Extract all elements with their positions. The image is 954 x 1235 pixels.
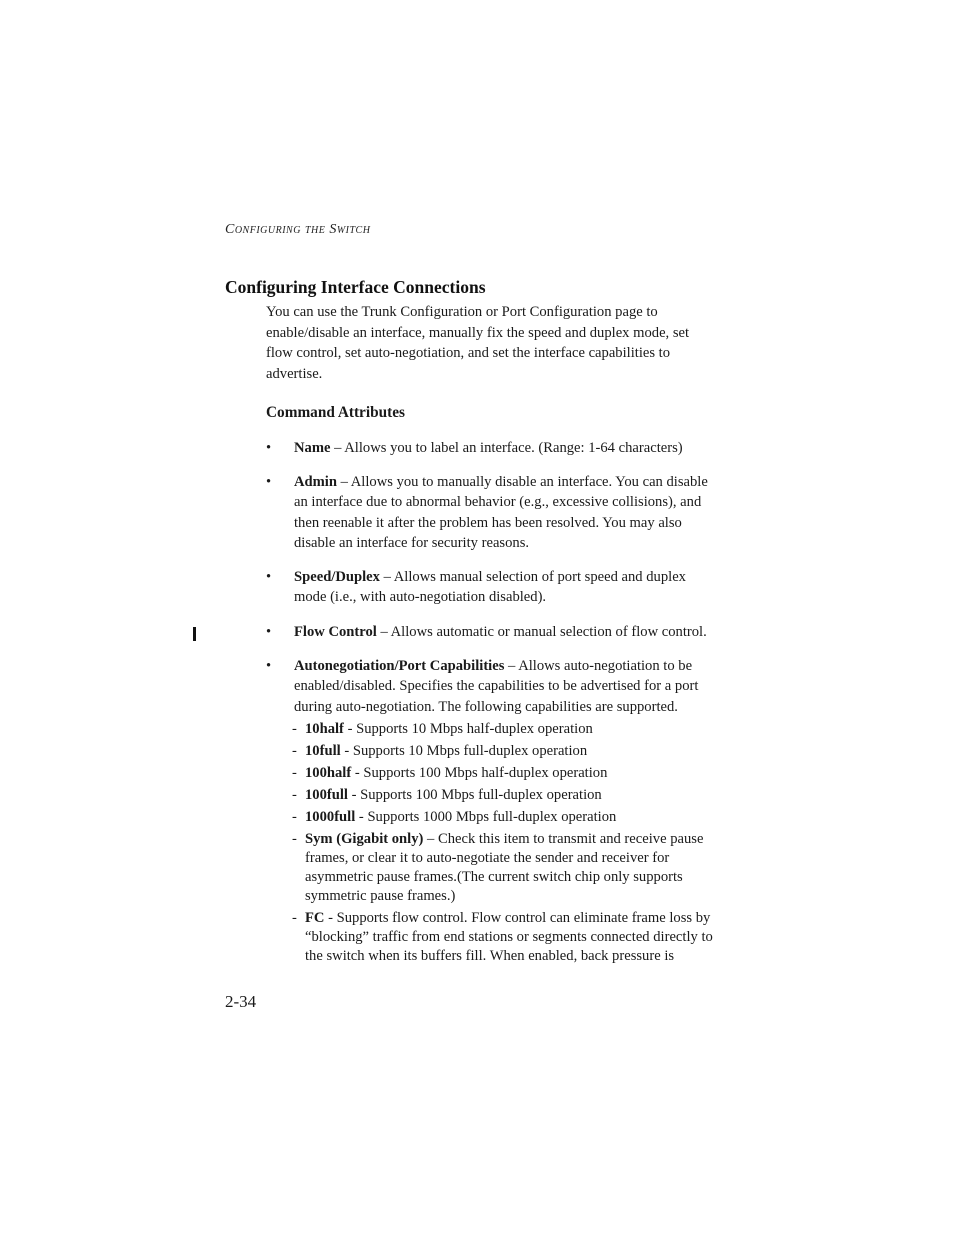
- capability-desc: - Supports 1000 Mbps full-duplex operation: [355, 809, 617, 825]
- capability-desc: - Supports flow control. Flow control can eliminate frame loss by “blocking” traffic from end stations or segments connected directly to the switch when its buffers fill. When enabled, back pressure is: [305, 910, 713, 964]
- capability-100full: [290, 786, 720, 805]
- bullet-marker: •: [266, 569, 272, 585]
- intro-paragraph: You can use the Trunk Configuration or Port Configuration page to enable/disable an interface, manually fix the speed and duplex mode, set flow control, set auto-negotiation, and set the interface capabilities to advertise.: [266, 304, 690, 382]
- capability-term: FC: [305, 910, 325, 926]
- bullet-marker: •: [266, 624, 272, 640]
- bullet-text: [294, 567, 721, 608]
- command-attributes-heading: Command Attributes: [266, 404, 405, 421]
- bullet-text: [294, 472, 721, 553]
- bullet-marker: •: [266, 658, 272, 674]
- attribute-name: [266, 438, 721, 458]
- change-bar: [193, 627, 196, 641]
- capabilities-list: [290, 720, 720, 966]
- attribute-term: Speed/Duplex: [294, 569, 380, 585]
- bullet-text: [294, 656, 721, 717]
- capability-term: 10full: [305, 743, 341, 759]
- bullet-text: [294, 622, 721, 642]
- capability-desc: - Supports 10 Mbps half-duplex operation: [343, 721, 593, 737]
- capability-term: 100half: [305, 765, 352, 781]
- capability-term: 1000full: [305, 809, 356, 825]
- attribute-term: Admin: [294, 474, 337, 490]
- attribute-desc: – Allows you to label an interface. (Range: 1-64 characters): [330, 440, 683, 456]
- dash-marker: -: [292, 787, 297, 803]
- capability-10half: [290, 720, 720, 739]
- attribute-speed-duplex: [266, 567, 721, 608]
- capability-1000full: [290, 808, 720, 827]
- dash-marker: -: [292, 831, 297, 847]
- capability-10full: [290, 742, 720, 761]
- attribute-term: Flow Control: [294, 624, 377, 640]
- dash-marker: -: [292, 809, 297, 825]
- bullet-marker: •: [266, 474, 272, 490]
- dash-marker: -: [292, 765, 297, 781]
- attribute-term: Name: [294, 440, 331, 456]
- bullet-text: [294, 438, 721, 458]
- dash-marker: -: [292, 721, 297, 737]
- page-number: 2-34: [225, 992, 257, 1011]
- capability-desc: - Supports 100 Mbps half-duplex operation: [351, 765, 608, 781]
- section-title: Configuring Interface Connections: [225, 277, 486, 297]
- capability-term: 100full: [305, 787, 348, 803]
- dash-marker: -: [292, 910, 297, 926]
- capability-desc: – Check this item to transmit and receive pause frames, or clear it to auto-negotiate the sender and receiver for asymmetric pause frames.(The current switch chip only supports symmetric pause frames.): [305, 831, 704, 904]
- attribute-desc: – Allows you to manually disable an interface. You can disable an interface due to abnormal behavior (e.g., excessive collisions), and then reenable it after the problem has been resolved. You may also disable an interface for security reasons.: [294, 474, 708, 551]
- running-header: Configuring the Switch: [225, 222, 371, 237]
- capability-sym: [290, 830, 720, 906]
- attribute-desc: – Allows manual selection of port speed and duplex mode (i.e., with auto-negotiation disabled).: [294, 569, 686, 606]
- capability-term: Sym (Gigabit only): [305, 831, 424, 847]
- capability-desc: - Supports 100 Mbps full-duplex operation: [347, 787, 602, 803]
- capability-fc: [290, 909, 720, 966]
- attribute-desc: – Allows auto-negotiation to be enabled/disabled. Specifies the capabilities to be advertised for a port during auto-negotiation. The following capabilities are supported.: [294, 658, 699, 715]
- capability-desc: - Supports 10 Mbps full-duplex operation: [340, 743, 588, 759]
- capability-term: 10half: [305, 721, 344, 737]
- capability-100half: [290, 764, 720, 783]
- attribute-term: Autonegotiation/Port Capabilities: [294, 658, 505, 674]
- bullet-marker: •: [266, 440, 272, 456]
- attribute-autonegotiation: [266, 656, 721, 717]
- dash-marker: -: [292, 743, 297, 759]
- attribute-admin: [266, 472, 721, 553]
- attribute-desc: – Allows automatic or manual selection of flow control.: [376, 624, 707, 640]
- attribute-flow-control: [266, 622, 721, 642]
